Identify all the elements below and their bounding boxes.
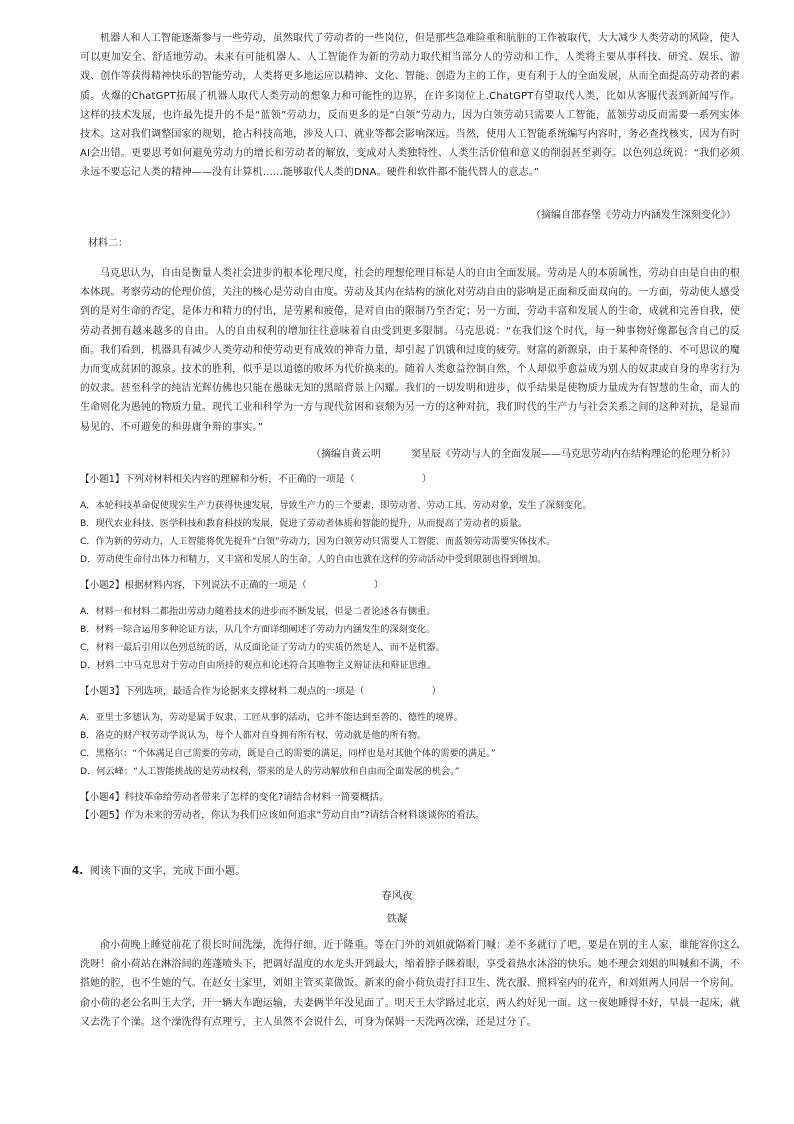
section-4-instruction: 阅读下面的文字，完成下面小题。: [89, 865, 246, 877]
section-4-heading: [72, 864, 246, 878]
question-3-option-c[interactable]: C．黑格尔：“个体满足自己需要的劳动，既是自己的需要的满足，同样也是对其他个体的需要的满足。”: [80, 748, 496, 759]
question-1-option-b[interactable]: B．现代农业科技、医学科技和教育科技的发展，促进了劳动者体质和智能的提升，从而提高了劳动者的质量。: [80, 518, 528, 529]
question-3-stem: 【小题3】下列选项，最适合作为论据来支撑材料二观点的一项是（ ）: [80, 686, 442, 697]
question-2-option-c[interactable]: C．材料一最后引用以色列总统的话，从反面论证了劳动力的实质仍然是人，而不是机器。: [80, 642, 445, 653]
story-paragraph: 俞小荷晚上睡觉前花了很长时间洗澡，洗得仔细，近于隆重。等在门外的刘姐就隔着门喊：差不多就行了吧，要是在别的主人家，谁能容你这么洗呀！俞小荷站在淋浴间的莲蓬喷头下，把调好温度的水龙头开到最大，缩着脖子眯着眼，享受着热水沐浴的快乐。她不理会刘姐的叫喊和不满，不搭她的腔，也不生她的气。在赵女士家里，刘姐主管买菜做饭。新来的俞小荷负责打扫卫生、洗衣服、照料室内的花卉，和刘姐两人同居一个房间。俞小荷的老公名叫王大学，开一辆大车跑运输，夫妻俩半年没见面了。明天王大学路过北京，两人约好见一面。这一夜她睡得不好，早晨一起床，就又去洗了个澡。这个澡洗得有点理亏，主人虽然不会说什么，可身为保姆一天洗两次澡，还是过分了。: [80, 940, 740, 1028]
section-4-number: 4.: [72, 865, 84, 877]
question-1-stem: 【小题1】下列对材料相关内容的理解和分析，不正确的一项是（ ）: [80, 474, 432, 485]
question-2-option-a[interactable]: A．材料一和材料二都指出劳动力随着技术的进步而不断发展，但是二者论述各有侧重。: [80, 606, 436, 617]
question-2-stem: 【小题2】根据材料内容，下列说法不正确的一项是（ ）: [80, 580, 384, 591]
material2-label: 材料二：: [88, 238, 128, 249]
story-author: 铁凝: [386, 913, 408, 925]
question-4-stem: 【小题4】科技革命给劳动者带来了怎样的变化?请结合材料一简要概括。: [80, 792, 389, 803]
material2-paragraph: 马克思认为，自由是衡量人类社会进步的根本伦理尺度，社会的理想伦理目标是人的自由全面发展。劳动是人的本质属性，劳动自由是自由的根本体现。考察劳动的伦理价值，关注的核心是劳动自由度。劳动及其内在结构的演化对劳动自由的影响是正面和反面双向的。一方面，劳动使人感受到的是对生命的否定，是体力和精力的付出，是劳累和疲倦，是对自由的限制乃至否定；另一方面，劳动丰富和发展人的生命，成就和完善自我，使劳动者拥有越来越多的自由。人的自由权利的增加往往意味着自由受到更多限制。马克思说：“在我们这个时代，每一种事物好像都包含自己的反面。我们看到，机器具有减少人类劳动和使劳动更有成效的神奇力量，却引起了饥饿和过度的疲劳。财富的新源泉，由于某种奇怪的、不可思议的魔力而变成贫困的源泉。技术的胜利，似乎是以道德的败坏为代价换来的。随着人类愈益控制自然，个人却似乎愈益成为别人的奴隶或自身的卑劣行为的奴隶。甚至科学的纯洁光辉仿佛也只能在愚昧无知的黑暗背景上闪耀。我们的一切发明和进步，似乎结果是使物质力量成为有智慧的生命，而人的生命则化为愚钝的物质力量。现代工业和科学为一方与现代贫困和衰颓为另一方的这种对抗，我们时代的生产力与社会关系之间的这种对抗，是显而易见的、不可避免的和毋庸争辩的事实。”: [80, 268, 740, 433]
material2-source: （摘编自黄云明 窦星辰《劳动与人的全面发展——马克思劳动内在结构理论的伦理分析》）: [311, 449, 736, 460]
question-3-option-b[interactable]: B．洛克的财产权劳动学说认为，每个人都对自身拥有所有权，劳动就是他的所有物。: [80, 730, 427, 741]
material1-source: （摘编自邵春堡《劳动力内涵发生深刻变化》）: [531, 210, 736, 221]
question-2-option-d[interactable]: D．材料二中马克思对于劳动自由所持的观点和论述符合其唯物主义辩证法和辩证思维。: [80, 660, 437, 671]
material1-paragraph: 机器人和人工智能逐渐参与一些劳动，虽然取代了劳动者的一些岗位，但是那些急难险重和肮脏的工作被取代，大大减少人类劳动的风险，使人可以更加安全、舒适地劳动。未来有可能机器人、人工智能作为新的劳动力取代相当部分人的劳动和工作，人类将主要从事科技、研究、娱乐、游戏、创作等获得精神快乐的智能劳动，人类将更多地运应以精神、文化、智能、创造为主的工作，更有利于人的全面发展，从而全面提高劳动者的素质。火爆的ChatGPT拓展了机器人取代人类劳动的想象力和可能性的边界，在许多岗位上.ChatGPT有望取代人类，比如从客服代表到新闻写作。这样的技术发展，也许最先提升的不是“蓝领”劳动力，反而更多的是“白领”劳动力，因为白领劳动只需要人工智能，蓝领劳动反而需要一系列实体技术。这对我们调整国家的规划，抢占科技高地，涉及人口、就业等都会影响深远。当然，使用人工智能系统编写内容时，务必查找核实，因为有时AI会出错。更要思考如何避免劳动力的增长和劳动者的解放，变成对人类独特性、人类生活价值和意义的削弱甚至剥夺。以色列总统说：“我们必须永远不要忘记人类的精神——没有计算机……能够取代人类的DNA。硬件和软件都不能代替人的意志。”: [80, 33, 740, 179]
question-1-option-c[interactable]: C．作为新的劳动力，人工智能将优先提升“白领”劳动力，因为白领劳动只需要人工智能、而蓝领劳动需要实体技术。: [80, 536, 556, 547]
question-5-stem: 【小题5】作为未来的劳动者，你认为我们应该如何追求“劳动自由”?请结合材料谈谈你的看法。: [80, 810, 485, 821]
question-3-option-d[interactable]: D．何云峰：“人工智能挑战的是劳动权利，带来的是人的劳动解放和自由而全面发展的机会。”: [80, 766, 460, 777]
question-2-option-b[interactable]: B．材料一综合运用多种论证方法，从几个方面详细阐述了劳动力内涵发生的深刻变化。: [80, 624, 436, 635]
question-1-option-d[interactable]: D．劳动使生命付出体力和精力，又丰富和发展人的生命，人的自由也就在这样的劳动活动中受到限制也得到增加。: [80, 554, 547, 565]
story-title: 春风夜: [381, 890, 413, 902]
question-3-option-a[interactable]: A．亚里士多德认为，劳动是属于奴隶、工匠从事的活动，它并不能达到至善的、德性的境界。: [80, 712, 463, 723]
question-1-option-a[interactable]: A．本轮科技革命促使现实生产力获得快速发展，导致生产力的三个要素，即劳动者、劳动工具、劳动对象，发生了深刻变化。: [80, 500, 592, 511]
